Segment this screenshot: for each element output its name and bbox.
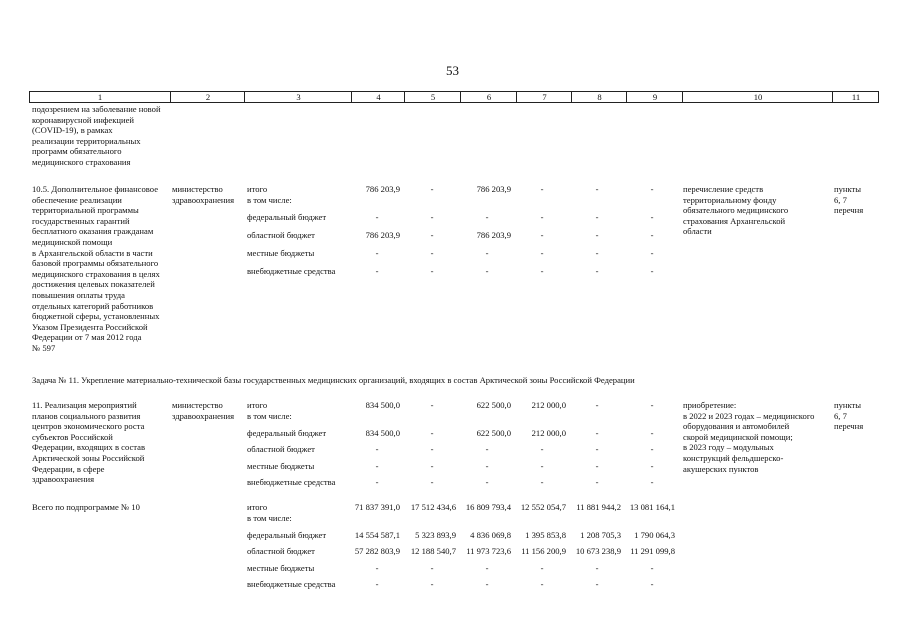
total-c4-row3: 57 282 803,9: [354, 546, 400, 556]
row-11-result: приобретение: в 2022 и 2023 годах – медицинского оборудования и автомобилей скорой медицинской помощи; в 2023 году – модульных конструкций фельдшерско- акушерских пунктов: [683, 400, 815, 474]
total-c5-row4: -: [430, 563, 434, 573]
row-11-c5-row3: -: [430, 444, 434, 454]
row-11-points: пункты 6, 7 перечня: [834, 400, 864, 432]
header-col-8: 8: [571, 92, 627, 102]
row-11-source-5: внебюджетные средства: [247, 477, 336, 487]
row-10-5-c4-row2: -: [375, 212, 379, 222]
total-c4-row4: -: [375, 563, 379, 573]
header-col-6: 6: [460, 92, 517, 102]
total-c6-row3: 11 973 723,6: [466, 546, 511, 556]
total-c5-row3: 12 188 540,7: [410, 546, 456, 556]
header-col-1: 1: [97, 92, 103, 102]
task-11-title: Задача № 11. Укрепление материально-технической базы государственных медицинских организаций, входящих в состав Арктической зоны Российской Федерации: [32, 375, 635, 385]
row-11-c6-row2: 622 500,0: [476, 428, 511, 438]
total-c8-row5: -: [595, 579, 599, 589]
row-11-c5-row5: -: [430, 477, 434, 487]
row-10-5-executor: министерство здравоохранения: [172, 184, 235, 205]
row-11-c4-row2: 834 500,0: [365, 428, 400, 438]
table-header-row: [29, 91, 879, 103]
row-10-5-source-2: федеральный бюджет: [247, 212, 327, 222]
row-10-5-c8-row4: -: [595, 248, 599, 258]
row-11-executor: министерство здравоохранения: [172, 400, 235, 421]
row-11-c5-row1: -: [430, 400, 434, 410]
total-c4-row2: 14 554 587,1: [354, 530, 400, 540]
row-11-c7-row1: 212 000,0: [531, 400, 566, 410]
row-10-5-c5-row3: -: [430, 230, 434, 240]
row-10-5-points: пункты 6, 7 перечня: [834, 184, 864, 216]
row-11-c7-row3: -: [540, 444, 544, 454]
header-col-9: 9: [626, 92, 683, 102]
row-10-5-c8-row5: -: [595, 266, 599, 276]
total-c9-row1: 13 081 164,1: [629, 502, 675, 512]
row-10-5-c7-row1: -: [540, 184, 544, 194]
row-11-c8-row5: -: [595, 477, 599, 487]
total-c9-row5: -: [650, 579, 654, 589]
row-10-5-name: 10.5. Дополнительное финансовое обеспечение реализации территориальной программы государственных гарантий бесплатного оказания гражданам медицинской помощи в Архангельской области в части базовой программы обязательного медицинского страхования в целях достижения целевых показателей повышения оплаты труда отдельных категорий работников бюджетной сферы, установленных Указом Президента Российской Федерации от 7 мая 2012 года № 597: [32, 184, 160, 353]
row-10-5-c4-row3: 786 203,9: [365, 230, 400, 240]
row-10-5-c6-row5: -: [485, 266, 489, 276]
row-11-c9-row3: -: [650, 444, 654, 454]
row-10-5-c7-row3: -: [540, 230, 544, 240]
row-11-c7-row5: -: [540, 477, 544, 487]
row-11-c6-row5: -: [485, 477, 489, 487]
total-source-2: федеральный бюджет: [247, 530, 327, 540]
row-11-c7-row2: 212 000,0: [531, 428, 566, 438]
total-c7-row1: 12 552 054,7: [520, 502, 566, 512]
row-10-5-c7-row4: -: [540, 248, 544, 258]
header-col-7: 7: [516, 92, 572, 102]
row-11-c9-row5: -: [650, 477, 654, 487]
row-11-source-3: областной бюджет: [247, 444, 315, 454]
row-11-c9-row4: -: [650, 461, 654, 471]
total-c9-row3: 11 291 099,8: [630, 546, 675, 556]
header-col-11: 11: [832, 92, 879, 102]
total-c7-row4: -: [540, 563, 544, 573]
row-10-5-c9-row1: -: [650, 184, 654, 194]
total-name: Всего по подпрограмме № 10: [32, 502, 140, 512]
row-11-c4-row5: -: [375, 477, 379, 487]
total-c4-row1: 71 837 391,0: [354, 502, 400, 512]
header-col-2: 2: [170, 92, 245, 102]
row-11-c7-row4: -: [540, 461, 544, 471]
row-11-c6-row1: 622 500,0: [476, 400, 511, 410]
header-col-3: 3: [244, 92, 352, 102]
header-col-10: 10: [682, 92, 833, 102]
total-source-3: областной бюджет: [247, 546, 315, 556]
row-10-5-c4-row4: -: [375, 248, 379, 258]
total-c6-row1: 16 809 793,4: [465, 502, 511, 512]
total-c5-row1: 17 512 434,6: [410, 502, 456, 512]
row-10-5-c9-row2: -: [650, 212, 654, 222]
row-11-c9-row2: -: [650, 428, 654, 438]
row-10-5-c9-row4: -: [650, 248, 654, 258]
row-11-c5-row2: -: [430, 428, 434, 438]
row-10-5-source-4: местные бюджеты: [247, 248, 315, 258]
row-10-5-c5-row2: -: [430, 212, 434, 222]
row-11-c8-row3: -: [595, 444, 599, 454]
total-source-4: местные бюджеты: [247, 563, 315, 573]
row-11-c8-row1: -: [595, 400, 599, 410]
row-10-5-c6-row2: -: [485, 212, 489, 222]
row-10-5-result: перечисление средств территориальному фонду обязательного медицинского страхования Архангельской области: [683, 184, 789, 237]
header-col-4: 4: [351, 92, 405, 102]
row-10-5-c8-row2: -: [595, 212, 599, 222]
row-10-5-c5-row5: -: [430, 266, 434, 276]
row-10-5-c4-row1: 786 203,9: [365, 184, 400, 194]
total-c9-row4: -: [650, 563, 654, 573]
row-11-c6-row4: -: [485, 461, 489, 471]
row-11-c5-row4: -: [430, 461, 434, 471]
row-10-5-c6-row1: 786 203,9: [476, 184, 511, 194]
row-11-source-4: местные бюджеты: [247, 461, 315, 471]
total-c8-row3: 10 673 238,9: [575, 546, 621, 556]
total-source-1: итого в том числе:: [247, 502, 292, 523]
row-11-c4-row3: -: [375, 444, 379, 454]
total-c8-row2: 1 208 705,3: [580, 530, 621, 540]
total-c4-row5: -: [375, 579, 379, 589]
total-c7-row3: 11 156 200,9: [521, 546, 566, 556]
row-11-c6-row3: -: [485, 444, 489, 454]
row-11-c4-row1: 834 500,0: [365, 400, 400, 410]
row-11-c4-row4: -: [375, 461, 379, 471]
row-10-5-source-1: итого в том числе:: [247, 184, 292, 205]
page-number: 53: [446, 63, 459, 78]
row-11-source-2: федеральный бюджет: [247, 428, 327, 438]
row-11-c8-row2: -: [595, 428, 599, 438]
total-c7-row2: 1 395 853,8: [525, 530, 566, 540]
row-10-5-c6-row3: 786 203,9: [476, 230, 511, 240]
row-10-5-c8-row1: -: [595, 184, 599, 194]
row-11-c9-row1: -: [650, 400, 654, 410]
total-c6-row4: -: [485, 563, 489, 573]
row-11-name: 11. Реализация мероприятий планов социального развития центров экономического роста субъектов Российской Федерации, входящих в состав Арктической зоны Российской Федерации, в сфере здравоохранения: [32, 400, 146, 485]
total-c6-row5: -: [485, 579, 489, 589]
continuation-text: подозрением на заболевание новой коронавирусной инфекцией (COVID-19), в рамках реализации территориальных программ обязательного медицинского страхования: [32, 104, 161, 167]
row-10-5-c7-row5: -: [540, 266, 544, 276]
row-10-5-source-5: внебюджетные средства: [247, 266, 336, 276]
total-c9-row2: 1 790 064,3: [634, 530, 675, 540]
total-c5-row5: -: [430, 579, 434, 589]
row-10-5-c4-row5: -: [375, 266, 379, 276]
total-c8-row4: -: [595, 563, 599, 573]
total-c6-row2: 4 836 069,8: [470, 530, 511, 540]
row-10-5-c5-row1: -: [430, 184, 434, 194]
row-10-5-c9-row3: -: [650, 230, 654, 240]
total-source-5: внебюджетные средства: [247, 579, 336, 589]
row-10-5-c7-row2: -: [540, 212, 544, 222]
row-10-5-source-3: областной бюджет: [247, 230, 315, 240]
row-10-5-c9-row5: -: [650, 266, 654, 276]
row-10-5-c5-row4: -: [430, 248, 434, 258]
row-10-5-c8-row3: -: [595, 230, 599, 240]
row-10-5-c6-row4: -: [485, 248, 489, 258]
row-11-source-1: итого в том числе:: [247, 400, 292, 421]
total-c5-row2: 5 323 893,9: [415, 530, 456, 540]
header-col-5: 5: [404, 92, 461, 102]
total-c8-row1: 11 881 944,2: [576, 502, 621, 512]
row-11-c8-row4: -: [595, 461, 599, 471]
total-c7-row5: -: [540, 579, 544, 589]
